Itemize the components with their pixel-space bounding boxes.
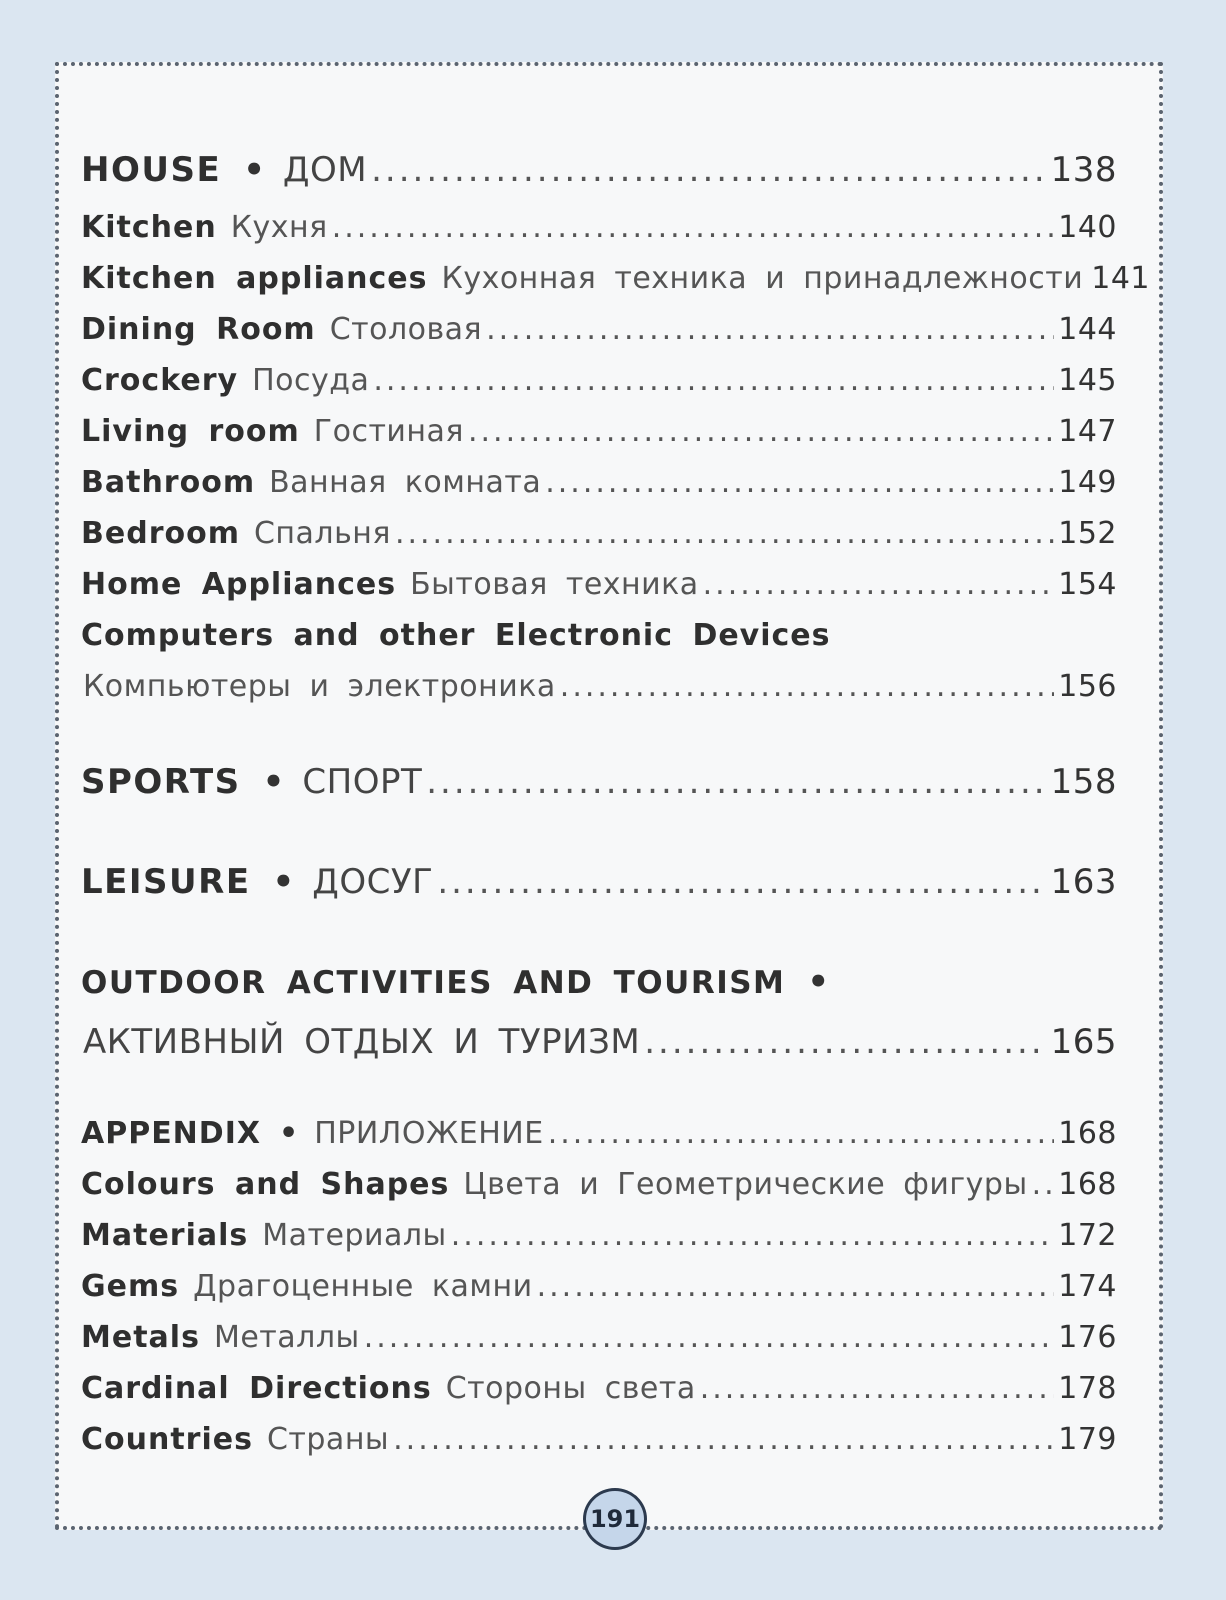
- entry-title-en: Home Appliances: [81, 567, 397, 602]
- toc-entry-bathroom[interactable]: [81, 465, 1117, 516]
- section-title-en: SPORTS: [81, 762, 241, 802]
- dot-leader: [395, 516, 1054, 551]
- dot-leader: [364, 1320, 1055, 1355]
- toc-entry-crockery[interactable]: [81, 363, 1117, 414]
- dot-leader: [451, 1218, 1054, 1253]
- entry-title-en: Materials: [81, 1218, 249, 1253]
- dot-leader: [486, 312, 1054, 347]
- entry-title-en: Bathroom: [81, 465, 256, 500]
- dot-leader: [545, 465, 1054, 500]
- dot-leader: [537, 1269, 1055, 1304]
- entry-title-ru: Стороны света: [445, 1371, 696, 1406]
- entry-title-ru: Драгоценные камни: [193, 1269, 533, 1304]
- entry-title-en: Living room: [81, 414, 300, 449]
- section-title-ru: АКТИВНЫЙ ОТДЫХ И ТУРИЗМ: [83, 1022, 641, 1062]
- page-ref: 168: [1058, 1116, 1117, 1151]
- page-ref: 163: [1050, 862, 1117, 902]
- toc-page: [55, 62, 1163, 1530]
- entry-title-ru: Цвета и Геометрические фигуры: [463, 1167, 1028, 1202]
- bullet-icon: •: [262, 762, 285, 802]
- section-title-ru: ДОСУГ: [312, 862, 434, 902]
- page-ref: 145: [1058, 363, 1117, 398]
- entry-title-ru: Компьютеры и электроника: [83, 669, 556, 704]
- entry-title-en: Countries: [81, 1422, 253, 1457]
- toc-section-sports[interactable]: [81, 762, 1117, 822]
- dot-leader: [700, 1371, 1055, 1406]
- entry-title-en: Kitchen appliances: [81, 261, 428, 296]
- toc-entry-kitchen-appliances[interactable]: [81, 261, 1150, 312]
- toc-entry-materials[interactable]: [81, 1218, 1117, 1269]
- page-number-badge: 191: [583, 1488, 647, 1550]
- page-ref: 141: [1091, 261, 1150, 296]
- dot-leader: [560, 669, 1054, 704]
- page-ref: 140: [1058, 210, 1117, 245]
- section-title-en: OUTDOOR ACTIVITIES AND TOURISM: [81, 965, 786, 1001]
- dot-leader: [1032, 1167, 1055, 1202]
- section-title-ru: ДОМ: [282, 150, 368, 190]
- entry-title-ru: Бытовая техника: [410, 567, 699, 602]
- page-ref: 147: [1058, 414, 1117, 449]
- toc-entry-bedroom[interactable]: [81, 516, 1117, 567]
- page-ref: 149: [1058, 465, 1117, 500]
- entry-title-ru: Столовая: [329, 312, 483, 347]
- section-title-en: LEISURE: [81, 862, 251, 902]
- page-ref: 176: [1058, 1320, 1117, 1355]
- toc-section-outdoor[interactable]: [81, 962, 1117, 1022]
- toc-entry-kitchen[interactable]: [81, 210, 1117, 261]
- section-title-en: HOUSE: [81, 150, 222, 190]
- bullet-icon: •: [243, 150, 265, 190]
- dot-leader: [548, 1116, 1055, 1151]
- table-of-contents: [81, 150, 1150, 1473]
- toc-entry-living-room[interactable]: [81, 414, 1117, 465]
- page-ref: 172: [1058, 1218, 1117, 1253]
- dot-leader: [373, 363, 1054, 398]
- entry-title-ru: Страны: [266, 1422, 390, 1457]
- page-ref: 178: [1058, 1371, 1117, 1406]
- toc-entry-computers[interactable]: [81, 618, 1117, 669]
- entry-title-ru: Материалы: [262, 1218, 447, 1253]
- entry-title-ru: Ванная комната: [269, 465, 542, 500]
- entry-title-en: Crockery: [81, 363, 239, 398]
- dot-leader: [426, 762, 1046, 802]
- dot-leader: [437, 862, 1046, 902]
- entry-title-en: Colours and Shapes: [81, 1167, 450, 1202]
- bullet-icon: •: [807, 962, 830, 1002]
- entry-title-en: Metals: [81, 1320, 200, 1355]
- entry-title-ru: Гостиная: [313, 414, 464, 449]
- entry-title-ru: Кухонная техника и принадлежности: [441, 261, 1084, 296]
- toc-entry-computers-continued[interactable]: [81, 669, 1117, 720]
- toc-entry-dining-room[interactable]: [81, 312, 1117, 363]
- entry-title-en: Kitchen: [81, 210, 217, 245]
- page-ref: 144: [1058, 312, 1117, 347]
- toc-section-appendix[interactable]: [81, 1116, 1117, 1167]
- toc-section-leisure[interactable]: [81, 862, 1117, 922]
- toc-entry-colours-shapes[interactable]: [81, 1167, 1117, 1218]
- toc-section-house[interactable]: [81, 150, 1117, 210]
- bullet-icon: •: [272, 862, 295, 902]
- page-ref: 174: [1058, 1269, 1117, 1304]
- toc-entry-metals[interactable]: [81, 1320, 1117, 1371]
- entry-title-ru: Посуда: [252, 363, 370, 398]
- dot-leader: [703, 567, 1055, 602]
- section-title-ru: СПОРТ: [302, 762, 423, 802]
- dot-leader: [393, 1422, 1054, 1457]
- section-title-ru: ПРИЛОЖЕНИЕ: [314, 1116, 544, 1151]
- dot-leader: [644, 1022, 1046, 1062]
- toc-entry-home-appliances[interactable]: [81, 567, 1117, 618]
- toc-entry-countries[interactable]: [81, 1422, 1117, 1473]
- entry-title-ru: Кухня: [230, 210, 328, 245]
- dot-leader: [371, 150, 1047, 190]
- toc-entry-cardinal-directions[interactable]: [81, 1371, 1117, 1422]
- entry-title-ru: Металлы: [213, 1320, 360, 1355]
- page-ref: 156: [1058, 669, 1117, 704]
- page-ref: 165: [1050, 1022, 1117, 1062]
- page-ref: 168: [1058, 1167, 1117, 1202]
- page-ref: 152: [1058, 516, 1117, 551]
- page-ref: 154: [1058, 567, 1117, 602]
- entry-title-en: Cardinal Directions: [81, 1371, 432, 1406]
- toc-entry-gems[interactable]: [81, 1269, 1117, 1320]
- toc-section-outdoor-continued[interactable]: [81, 1022, 1117, 1072]
- dot-leader: [332, 210, 1055, 245]
- page-ref: 158: [1050, 762, 1117, 802]
- entry-title-ru: Спальня: [253, 516, 391, 551]
- entry-title-en: Computers and other Electronic Devices: [81, 618, 831, 653]
- bullet-icon: •: [279, 1116, 299, 1151]
- page-ref: 179: [1058, 1422, 1117, 1457]
- section-title-en: APPENDIX: [81, 1116, 261, 1151]
- dot-leader: [468, 414, 1054, 449]
- entry-title-en: Gems: [81, 1269, 180, 1304]
- entry-title-en: Bedroom: [81, 516, 240, 551]
- page-ref: 138: [1050, 150, 1117, 190]
- entry-title-en: Dining Room: [81, 312, 316, 347]
